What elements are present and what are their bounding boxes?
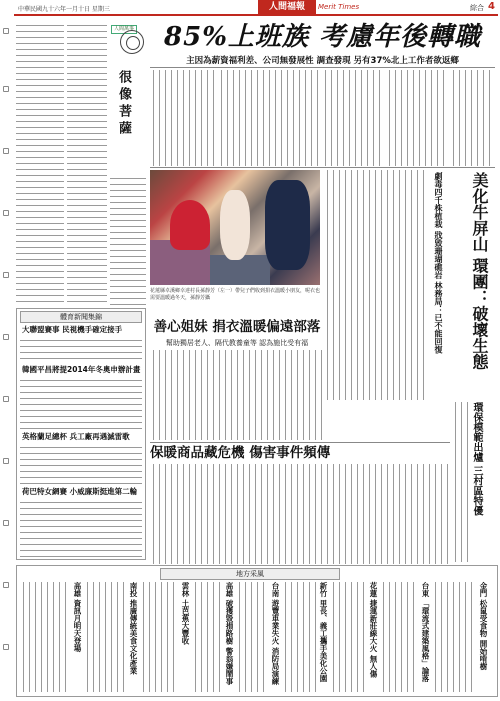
newspaper-logo: 人間福報 — [258, 0, 316, 14]
local-headline: 金門 松鼠受食物 開始啃樹 — [479, 582, 488, 670]
local-article-text — [20, 582, 70, 692]
product-headline: 保暖商品藏危機 傷害事件頻傳 — [150, 445, 331, 461]
main-headline: 85%上班族 考慮年後轉職 — [164, 22, 481, 52]
newspaper-english-name: Merit Times — [318, 3, 360, 11]
local-headline: 新竹 里長、義工攜手美化公園 — [319, 582, 328, 683]
divider — [150, 67, 495, 68]
column-seal-icon — [120, 30, 144, 54]
divider — [150, 442, 450, 443]
sports-article-text — [20, 337, 142, 363]
issue-date: 中華民國九十六年一月十日 星期三 — [18, 6, 110, 13]
environment-headline: 環保模範出爐 三村區特優 — [471, 402, 482, 516]
local-article-text — [282, 582, 316, 692]
sports-article-text — [20, 377, 142, 429]
sports-article-text — [20, 499, 142, 557]
environment-story-text — [452, 402, 468, 562]
sports-headline: 韓國平昌將提2014年冬奧申辦計畫 — [22, 365, 141, 374]
main-story-text — [218, 70, 318, 166]
local-headline: 台南 遊覽車業失火 消防局演練 — [271, 582, 280, 685]
local-article-text — [236, 582, 268, 692]
divider — [150, 167, 495, 168]
main-subheadline: 主因為薪資福利差、公司無發展性 調查發現 另有37%北上工作者欲返鄉 — [186, 56, 459, 66]
main-story-text — [150, 70, 214, 166]
section-name: 綜合 — [470, 4, 484, 12]
news-photo — [150, 170, 320, 285]
column-body-text — [110, 175, 146, 305]
sports-headline: 荷巴特女網賽 小威廉斯挺進第二輪 — [22, 487, 138, 496]
sports-headline: 大聯盟賽事 民視機手確定接手 — [22, 325, 123, 334]
charity-story-text — [150, 350, 324, 440]
sports-article-text — [20, 444, 142, 484]
local-article-text — [192, 582, 222, 692]
local-article-text — [84, 582, 126, 692]
charity-subhead: 幫助獨居老人、隔代教養童等 認為施比受有福 — [165, 339, 309, 347]
page-number: 4 — [488, 1, 495, 12]
local-headline: 高雄 破獲毀損路樹 警翁嫌鬧事 — [225, 582, 234, 685]
article-text-column — [67, 22, 107, 304]
main-story-text — [322, 70, 382, 166]
column-tag: 人間萬事 — [111, 25, 137, 34]
binding-margin — [0, 0, 14, 701]
local-box-label: 地方采風 — [160, 568, 340, 580]
local-headline: 雲林 土芭蕉大豐收 — [181, 582, 190, 645]
product-story-text — [150, 464, 450, 564]
side-story-subhead: 劇毒四千株植栽 戕毀珊瑚礁岩 林務局：已不能回復 — [434, 172, 444, 354]
charity-headline: 善心姐妹 捐衣溫暖偏遠部落 — [153, 319, 321, 335]
side-story-text — [324, 170, 428, 400]
local-article-text — [380, 582, 418, 692]
side-story-headline: 美化牛屏山 環團：破壞生態 — [470, 172, 489, 370]
column-title: 很像菩薩 — [116, 70, 131, 138]
local-headline: 南投 推廣傳統美食文化產業 — [129, 582, 138, 675]
local-headline: 花蓮 捷運新莊線大火 無人傷 — [369, 582, 378, 678]
local-headline: 高雄 資訊月明天登場 — [73, 582, 82, 653]
article-text-column — [16, 22, 64, 304]
sports-box-label: 體育新聞集錦 — [20, 311, 142, 323]
photo-caption: 花蓮縣卓溪鄉幸達村長孫靜芳（左一）帶兒子們收到捐衣溫暖小朋友，呢衣也需要溫暖過冬天，孫靜芳攝 — [150, 288, 321, 301]
local-article-text — [330, 582, 366, 692]
main-story-text — [450, 70, 495, 166]
main-story-text — [386, 70, 446, 166]
masthead-bar — [14, 0, 498, 16]
sports-headline: 英格蘭足總杯 兵工廠再遇滅雷歌 — [22, 432, 130, 441]
local-headline: 台東 「環流式建築風格」論落 — [421, 582, 430, 683]
local-article-text — [140, 582, 178, 692]
local-article-text — [432, 582, 474, 692]
